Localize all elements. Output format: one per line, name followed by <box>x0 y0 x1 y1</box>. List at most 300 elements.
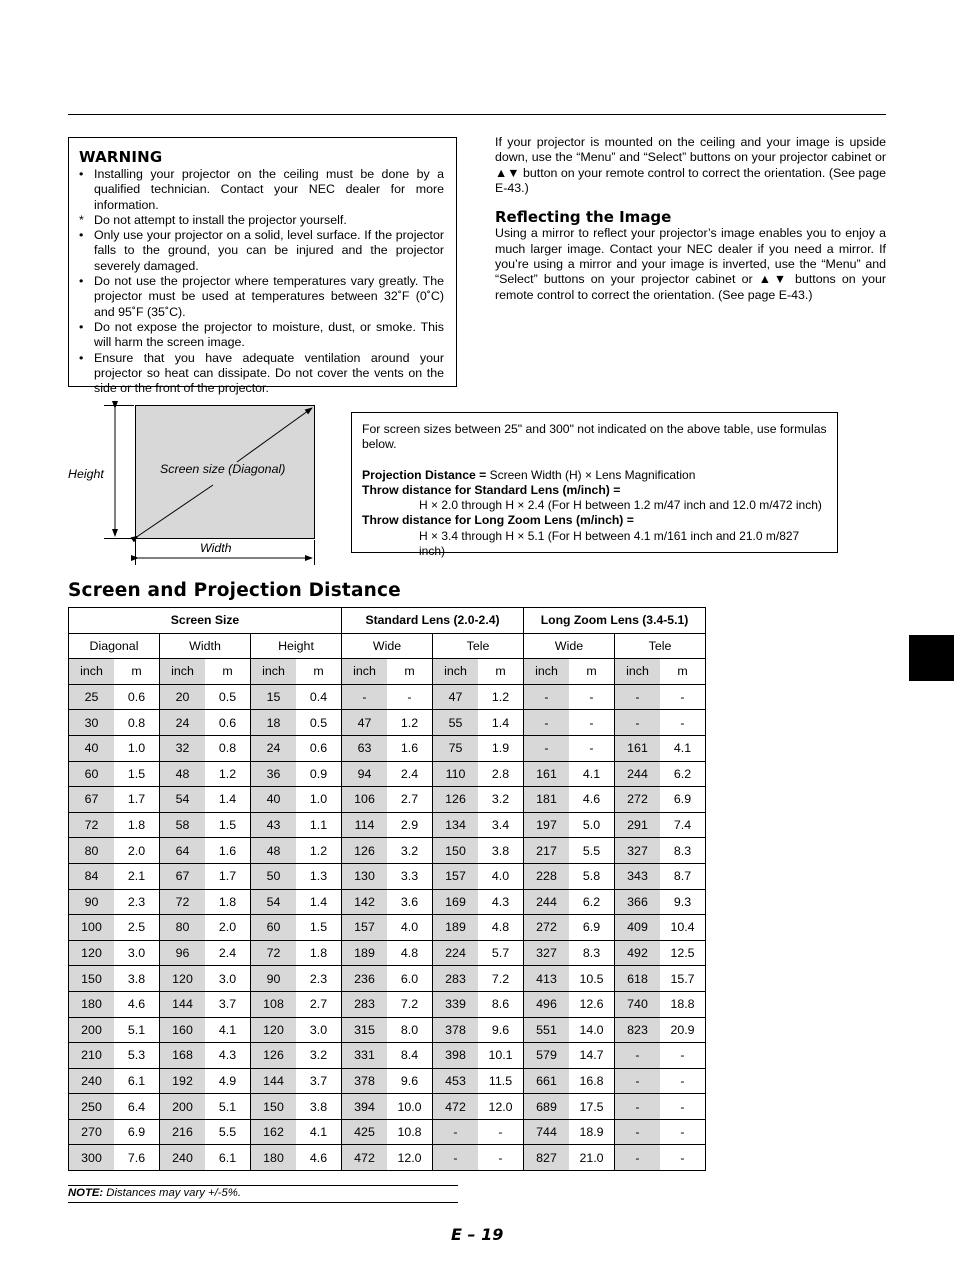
table-row <box>69 991 706 1017</box>
table-cell: 169 <box>433 889 479 915</box>
table-cell: 4.8 <box>387 940 433 966</box>
table-cell: 4.3 <box>478 889 524 915</box>
table-cell: 7.4 <box>660 812 706 838</box>
warning-title: WARNING <box>79 148 163 166</box>
note-rule-top <box>68 1185 458 1186</box>
table-cell: 244 <box>615 761 661 787</box>
table-cell: 25 <box>69 684 115 710</box>
projection-distance-table <box>68 607 706 1171</box>
table-cell: 228 <box>524 863 570 889</box>
warning-item <box>79 228 444 274</box>
table-cell: 2.0 <box>205 915 251 941</box>
table-row <box>69 710 706 736</box>
table-cell: 181 <box>524 787 570 813</box>
table-row <box>69 1068 706 1094</box>
table-cell: - <box>524 735 570 761</box>
table-cell: 180 <box>251 1145 297 1171</box>
table-cell: - <box>615 710 661 736</box>
table-cell: - <box>569 710 615 736</box>
table-cell: 72 <box>160 889 206 915</box>
group-header-standard-lens: Standard Lens (2.0-2.4) <box>342 608 524 634</box>
table-cell: 47 <box>342 710 388 736</box>
table-cell: 189 <box>342 940 388 966</box>
table-cell: 110 <box>433 761 479 787</box>
warning-item <box>79 351 444 397</box>
table-cell: 9.6 <box>387 1068 433 1094</box>
table-cell: 144 <box>251 1068 297 1094</box>
warning-item <box>79 167 444 213</box>
table-cell: 217 <box>524 838 570 864</box>
standard-lens-value: H × 2.0 through H × 2.4 (For H between 1.2 m/47 inch and 12.0 m/472 inch) <box>419 498 822 513</box>
table-cell: 30 <box>69 710 115 736</box>
table-cell: 64 <box>160 838 206 864</box>
table-cell: 192 <box>160 1068 206 1094</box>
table-cell: 157 <box>433 863 479 889</box>
table-cell: 6.2 <box>569 889 615 915</box>
table-cell: 6.1 <box>205 1145 251 1171</box>
table-cell: 472 <box>433 1094 479 1120</box>
bullet-icon: • <box>79 167 84 181</box>
table-row <box>69 787 706 813</box>
table-cell: 1.1 <box>296 812 342 838</box>
bullet-icon: • <box>79 319 84 334</box>
table-cell: 4.1 <box>205 1017 251 1043</box>
header-rule <box>68 114 886 115</box>
table-row <box>69 735 706 761</box>
table-cell: 36 <box>251 761 297 787</box>
table-cell: 5.5 <box>205 1119 251 1145</box>
unit-header: inch <box>69 659 115 685</box>
table-cell: 8.3 <box>569 940 615 966</box>
table-cell: 67 <box>69 787 115 813</box>
table-cell: 10.8 <box>387 1119 433 1145</box>
table-cell: 224 <box>433 940 479 966</box>
table-cell: - <box>660 684 706 710</box>
table-cell: 12.6 <box>569 991 615 1017</box>
table-cell: 3.6 <box>387 889 433 915</box>
table-cell: 210 <box>69 1043 115 1069</box>
table-cell: 200 <box>69 1017 115 1043</box>
table-cell: 579 <box>524 1043 570 1069</box>
table-cell: 12.0 <box>387 1145 433 1171</box>
table-cell: 240 <box>160 1145 206 1171</box>
height-label: Height <box>68 467 104 481</box>
warning-item-text: Ensure that you have adequate ventilation around your projector so heat can dissipate. Do not cover the vents on the side or the front of the projector. <box>94 350 444 396</box>
table-cell: 200 <box>160 1094 206 1120</box>
table-cell: - <box>660 1068 706 1094</box>
table-cell: 3.2 <box>296 1043 342 1069</box>
table-cell: 1.4 <box>205 787 251 813</box>
unit-header: inch <box>342 659 388 685</box>
table-cell: 0.9 <box>296 761 342 787</box>
table-cell: 283 <box>433 966 479 992</box>
table-cell: 8.6 <box>478 991 524 1017</box>
table-cell: 18 <box>251 710 297 736</box>
table-cell: 126 <box>433 787 479 813</box>
table-cell: 43 <box>251 812 297 838</box>
table-row <box>69 940 706 966</box>
table-cell: 157 <box>342 915 388 941</box>
longzoom-lens-label: Throw distance for Long Zoom Lens (m/inch) = <box>362 513 634 528</box>
table-cell: 90 <box>69 889 115 915</box>
table-cell: 689 <box>524 1094 570 1120</box>
unit-header: m <box>205 659 251 685</box>
table-cell: 47 <box>433 684 479 710</box>
sub-header-longzoom-tele: Tele <box>615 633 706 659</box>
sub-header-standard-tele: Tele <box>433 633 524 659</box>
table-cell: - <box>615 1145 661 1171</box>
table-cell: 7.6 <box>114 1145 160 1171</box>
unit-header: m <box>660 659 706 685</box>
table-cell: 60 <box>251 915 297 941</box>
group-header-screen-size: Screen Size <box>69 608 342 634</box>
right-column <box>495 135 886 303</box>
projection-formula <box>362 468 827 483</box>
table-cell: 3.0 <box>205 966 251 992</box>
table-cell: 4.6 <box>114 991 160 1017</box>
table-cell: 54 <box>160 787 206 813</box>
table-cell: 108 <box>251 991 297 1017</box>
table-cell: - <box>478 1119 524 1145</box>
table-row <box>69 1119 706 1145</box>
table-cell: 10.0 <box>387 1094 433 1120</box>
table-cell: 4.1 <box>660 735 706 761</box>
warning-list <box>79 167 444 396</box>
table-cell: 2.7 <box>387 787 433 813</box>
formula-intro: For screen sizes between 25" and 300" not indicated on the above table, use formulas below. <box>362 422 827 452</box>
table-cell: 142 <box>342 889 388 915</box>
table-cell: 425 <box>342 1119 388 1145</box>
table-cell: - <box>615 1068 661 1094</box>
table-cell: 20.9 <box>660 1017 706 1043</box>
table-cell: 291 <box>615 812 661 838</box>
table-cell: 2.0 <box>114 838 160 864</box>
table-cell: 4.3 <box>205 1043 251 1069</box>
warning-item <box>79 320 444 351</box>
table-row <box>69 1043 706 1069</box>
table-cell: 55 <box>433 710 479 736</box>
table-cell: 6.9 <box>114 1119 160 1145</box>
ceiling-paragraph: If your projector is mounted on the ceiling and your image is upside down, use the “Menu” and “Select” buttons on your projector cabinet or ▲▼ button on your remote control to correct the orientation. (See page E-43.) <box>495 135 886 195</box>
unit-header: m <box>569 659 615 685</box>
table-cell: 150 <box>69 966 115 992</box>
table-cell: 250 <box>69 1094 115 1120</box>
table-cell: 6.9 <box>569 915 615 941</box>
table-row <box>69 1017 706 1043</box>
table-cell: 5.3 <box>114 1043 160 1069</box>
screen-size-diagram <box>60 400 330 570</box>
table-cell: 40 <box>251 787 297 813</box>
table-cell: 11.5 <box>478 1068 524 1094</box>
table-cell: - <box>660 1145 706 1171</box>
table-cell: 17.5 <box>569 1094 615 1120</box>
table-cell: 18.8 <box>660 991 706 1017</box>
table-cell: 5.0 <box>569 812 615 838</box>
table-cell: 4.1 <box>296 1119 342 1145</box>
table-cell: - <box>660 710 706 736</box>
table-cell: 492 <box>615 940 661 966</box>
table-cell: - <box>387 684 433 710</box>
table-cell: 21.0 <box>569 1145 615 1171</box>
table-cell: 2.8 <box>478 761 524 787</box>
table-cell: 126 <box>342 838 388 864</box>
table-cell: 1.4 <box>296 889 342 915</box>
sub-header-longzoom-wide: Wide <box>524 633 615 659</box>
table-row <box>69 915 706 941</box>
bullet-icon: • <box>79 228 84 243</box>
table-cell: 6.2 <box>660 761 706 787</box>
table-cell: 272 <box>615 787 661 813</box>
table-row <box>69 1145 706 1171</box>
sub-header-row <box>69 633 706 659</box>
table-cell: 7.2 <box>478 966 524 992</box>
table-cell: - <box>660 1094 706 1120</box>
warning-box <box>68 137 457 396</box>
table-cell: 2.1 <box>114 863 160 889</box>
table-cell: 94 <box>342 761 388 787</box>
table-cell: 2.9 <box>387 812 433 838</box>
table-cell: 126 <box>251 1043 297 1069</box>
table-cell: 63 <box>342 735 388 761</box>
table-cell: 14.0 <box>569 1017 615 1043</box>
table-cell: 114 <box>342 812 388 838</box>
table-cell: 3.2 <box>478 787 524 813</box>
projection-label: Projection Distance = <box>362 467 487 482</box>
table-cell: 3.8 <box>114 966 160 992</box>
table-cell: - <box>524 710 570 736</box>
unit-header: inch <box>160 659 206 685</box>
table-cell: 3.8 <box>478 838 524 864</box>
table-cell: 15.7 <box>660 966 706 992</box>
table-cell: - <box>615 684 661 710</box>
table-cell: 8.0 <box>387 1017 433 1043</box>
unit-header: inch <box>251 659 297 685</box>
table-cell: 90 <box>251 966 297 992</box>
table-cell: 7.2 <box>387 991 433 1017</box>
table-cell: 3.7 <box>296 1068 342 1094</box>
table-cell: 216 <box>160 1119 206 1145</box>
table-cell: 378 <box>433 1017 479 1043</box>
note-rule-bottom <box>68 1202 458 1203</box>
warning-item-text: Do not attempt to install the projector yourself. <box>94 212 347 227</box>
table-cell: 240 <box>69 1068 115 1094</box>
note-label: NOTE: <box>68 1187 104 1199</box>
table-cell: 4.8 <box>478 915 524 941</box>
table-cell: 10.4 <box>660 915 706 941</box>
table-cell: 1.7 <box>114 787 160 813</box>
table-cell: 1.0 <box>296 787 342 813</box>
table-cell: 4.9 <box>205 1068 251 1094</box>
table-cell: 130 <box>342 863 388 889</box>
table-cell: 16.8 <box>569 1068 615 1094</box>
table-cell: 1.8 <box>205 889 251 915</box>
table-cell: 162 <box>251 1119 297 1145</box>
table-cell: 3.7 <box>205 991 251 1017</box>
table-cell: 161 <box>615 735 661 761</box>
table-cell: 1.2 <box>205 761 251 787</box>
table-cell: 84 <box>69 863 115 889</box>
table-cell: 80 <box>160 915 206 941</box>
table-cell: 4.0 <box>478 863 524 889</box>
table-cell: 72 <box>251 940 297 966</box>
table-cell: 2.5 <box>114 915 160 941</box>
table-cell: 1.3 <box>296 863 342 889</box>
bullet-icon: • <box>79 274 84 289</box>
table-cell: 6.0 <box>387 966 433 992</box>
table-cell: 150 <box>433 838 479 864</box>
reflecting-paragraph: Using a mirror to reflect your projector’s image enables you to enjoy a much larger image. Contact your NEC dealer if you need a mirror. If you’re using a mirror and your image is inverted, use the “Menu” and “Select” buttons on your projector cabinet or ▲▼ buttons on your remote control to correct the orientation. (See page E-43.) <box>495 226 886 302</box>
formula-box <box>351 412 838 559</box>
table-cell: 327 <box>615 838 661 864</box>
unit-header: m <box>296 659 342 685</box>
table-cell: 6.1 <box>114 1068 160 1094</box>
table-cell: 12.5 <box>660 940 706 966</box>
table-cell: 8.3 <box>660 838 706 864</box>
table-cell: 0.5 <box>205 684 251 710</box>
table-cell: 1.6 <box>205 838 251 864</box>
table-cell: 823 <box>615 1017 661 1043</box>
units-row <box>69 659 706 685</box>
table-cell: 1.5 <box>296 915 342 941</box>
projection-value: Screen Width (H) × Lens Magnification <box>486 467 696 482</box>
table-row <box>69 812 706 838</box>
table-cell: 14.7 <box>569 1043 615 1069</box>
table-cell: 20 <box>160 684 206 710</box>
note <box>68 1187 241 1199</box>
table-cell: 1.5 <box>114 761 160 787</box>
sub-header-width: Width <box>160 633 251 659</box>
table-cell: - <box>433 1119 479 1145</box>
table-cell: - <box>478 1145 524 1171</box>
table-cell: 5.7 <box>478 940 524 966</box>
table-cell: 453 <box>433 1068 479 1094</box>
table-cell: - <box>615 1043 661 1069</box>
table-cell: 48 <box>251 838 297 864</box>
table-cell: 100 <box>69 915 115 941</box>
table-cell: 160 <box>160 1017 206 1043</box>
note-text: Distances may vary +/-5%. <box>103 1187 241 1199</box>
table-cell: 189 <box>433 915 479 941</box>
table-cell: 6.4 <box>114 1094 160 1120</box>
table-cell: 5.5 <box>569 838 615 864</box>
table-cell: 5.1 <box>114 1017 160 1043</box>
table-cell: 744 <box>524 1119 570 1145</box>
table-cell: 0.6 <box>205 710 251 736</box>
table-row <box>69 966 706 992</box>
table-cell: 740 <box>615 991 661 1017</box>
table-cell: 180 <box>69 991 115 1017</box>
table-cell: 1.2 <box>296 838 342 864</box>
unit-header: m <box>114 659 160 685</box>
table-cell: - <box>660 1043 706 1069</box>
table-cell: 1.8 <box>114 812 160 838</box>
group-header-row <box>69 608 706 634</box>
table-cell: 60 <box>69 761 115 787</box>
table-cell: 244 <box>524 889 570 915</box>
table-cell: 4.6 <box>569 787 615 813</box>
table-cell: 5.1 <box>205 1094 251 1120</box>
table-cell: 106 <box>342 787 388 813</box>
table-cell: 9.3 <box>660 889 706 915</box>
table-cell: 3.0 <box>114 940 160 966</box>
table-cell: 0.8 <box>205 735 251 761</box>
table-row <box>69 863 706 889</box>
table-cell: 1.4 <box>478 710 524 736</box>
table-cell: - <box>524 684 570 710</box>
table-cell: 378 <box>342 1068 388 1094</box>
table-cell: 2.3 <box>114 889 160 915</box>
table-cell: 161 <box>524 761 570 787</box>
table-cell: - <box>433 1145 479 1171</box>
table-cell: 54 <box>251 889 297 915</box>
table-cell: 50 <box>251 863 297 889</box>
table-cell: 4.6 <box>296 1145 342 1171</box>
table-cell: 315 <box>342 1017 388 1043</box>
table-cell: 0.5 <box>296 710 342 736</box>
table-cell: 2.3 <box>296 966 342 992</box>
table-cell: 1.5 <box>205 812 251 838</box>
table-cell: 3.2 <box>387 838 433 864</box>
unit-header: inch <box>524 659 570 685</box>
table-row <box>69 838 706 864</box>
table-cell: 3.0 <box>296 1017 342 1043</box>
width-label: Width <box>200 541 232 555</box>
table-cell: 96 <box>160 940 206 966</box>
table-cell: 827 <box>524 1145 570 1171</box>
table-cell: 1.7 <box>205 863 251 889</box>
table-cell: - <box>569 684 615 710</box>
table-cell: 1.2 <box>387 710 433 736</box>
asterisk-icon: * <box>79 212 84 227</box>
table-cell: 618 <box>615 966 661 992</box>
table-cell: 6.9 <box>660 787 706 813</box>
table-cell: 398 <box>433 1043 479 1069</box>
standard-lens-label: Throw distance for Standard Lens (m/inch) = <box>362 482 621 497</box>
table-cell: 1.0 <box>114 735 160 761</box>
diagonal-label: Screen size (Diagonal) <box>160 462 286 476</box>
table-cell: 272 <box>524 915 570 941</box>
table-cell: 72 <box>69 812 115 838</box>
table-cell: 10.5 <box>569 966 615 992</box>
table-cell: 472 <box>342 1145 388 1171</box>
screen-diagram-graphic <box>60 400 330 570</box>
table-cell: 5.8 <box>569 863 615 889</box>
section-title: Screen and Projection Distance <box>68 580 401 601</box>
table-cell: 8.7 <box>660 863 706 889</box>
table-cell: 18.9 <box>569 1119 615 1145</box>
warning-item-text: Do not expose the projector to moisture, dust, or smoke. This will harm the screen image. <box>94 319 444 350</box>
sub-header-standard-wide: Wide <box>342 633 433 659</box>
table-cell: 0.6 <box>296 735 342 761</box>
table-body <box>69 684 706 1170</box>
table-cell: 2.7 <box>296 991 342 1017</box>
table-cell: 394 <box>342 1094 388 1120</box>
table-row <box>69 1094 706 1120</box>
table-cell: 120 <box>160 966 206 992</box>
table-cell: 10.1 <box>478 1043 524 1069</box>
table-cell: 4.0 <box>387 915 433 941</box>
unit-header: inch <box>433 659 479 685</box>
warning-item-text: Do not use the projector where temperatures vary greatly. The projector must be used at temperatures between 32˚F (0˚C) and 95˚F (35˚C). <box>94 274 444 319</box>
table-row <box>69 761 706 787</box>
longzoom-lens-value: H × 3.4 through H × 5.1 (For H between 4.1 m/161 inch and 21.0 m/827 inch) <box>419 528 800 559</box>
table-row <box>69 684 706 710</box>
table-cell: 24 <box>251 735 297 761</box>
table-cell: 300 <box>69 1145 115 1171</box>
table-cell: 75 <box>433 735 479 761</box>
table-cell: 32 <box>160 735 206 761</box>
table-cell: 1.8 <box>296 940 342 966</box>
